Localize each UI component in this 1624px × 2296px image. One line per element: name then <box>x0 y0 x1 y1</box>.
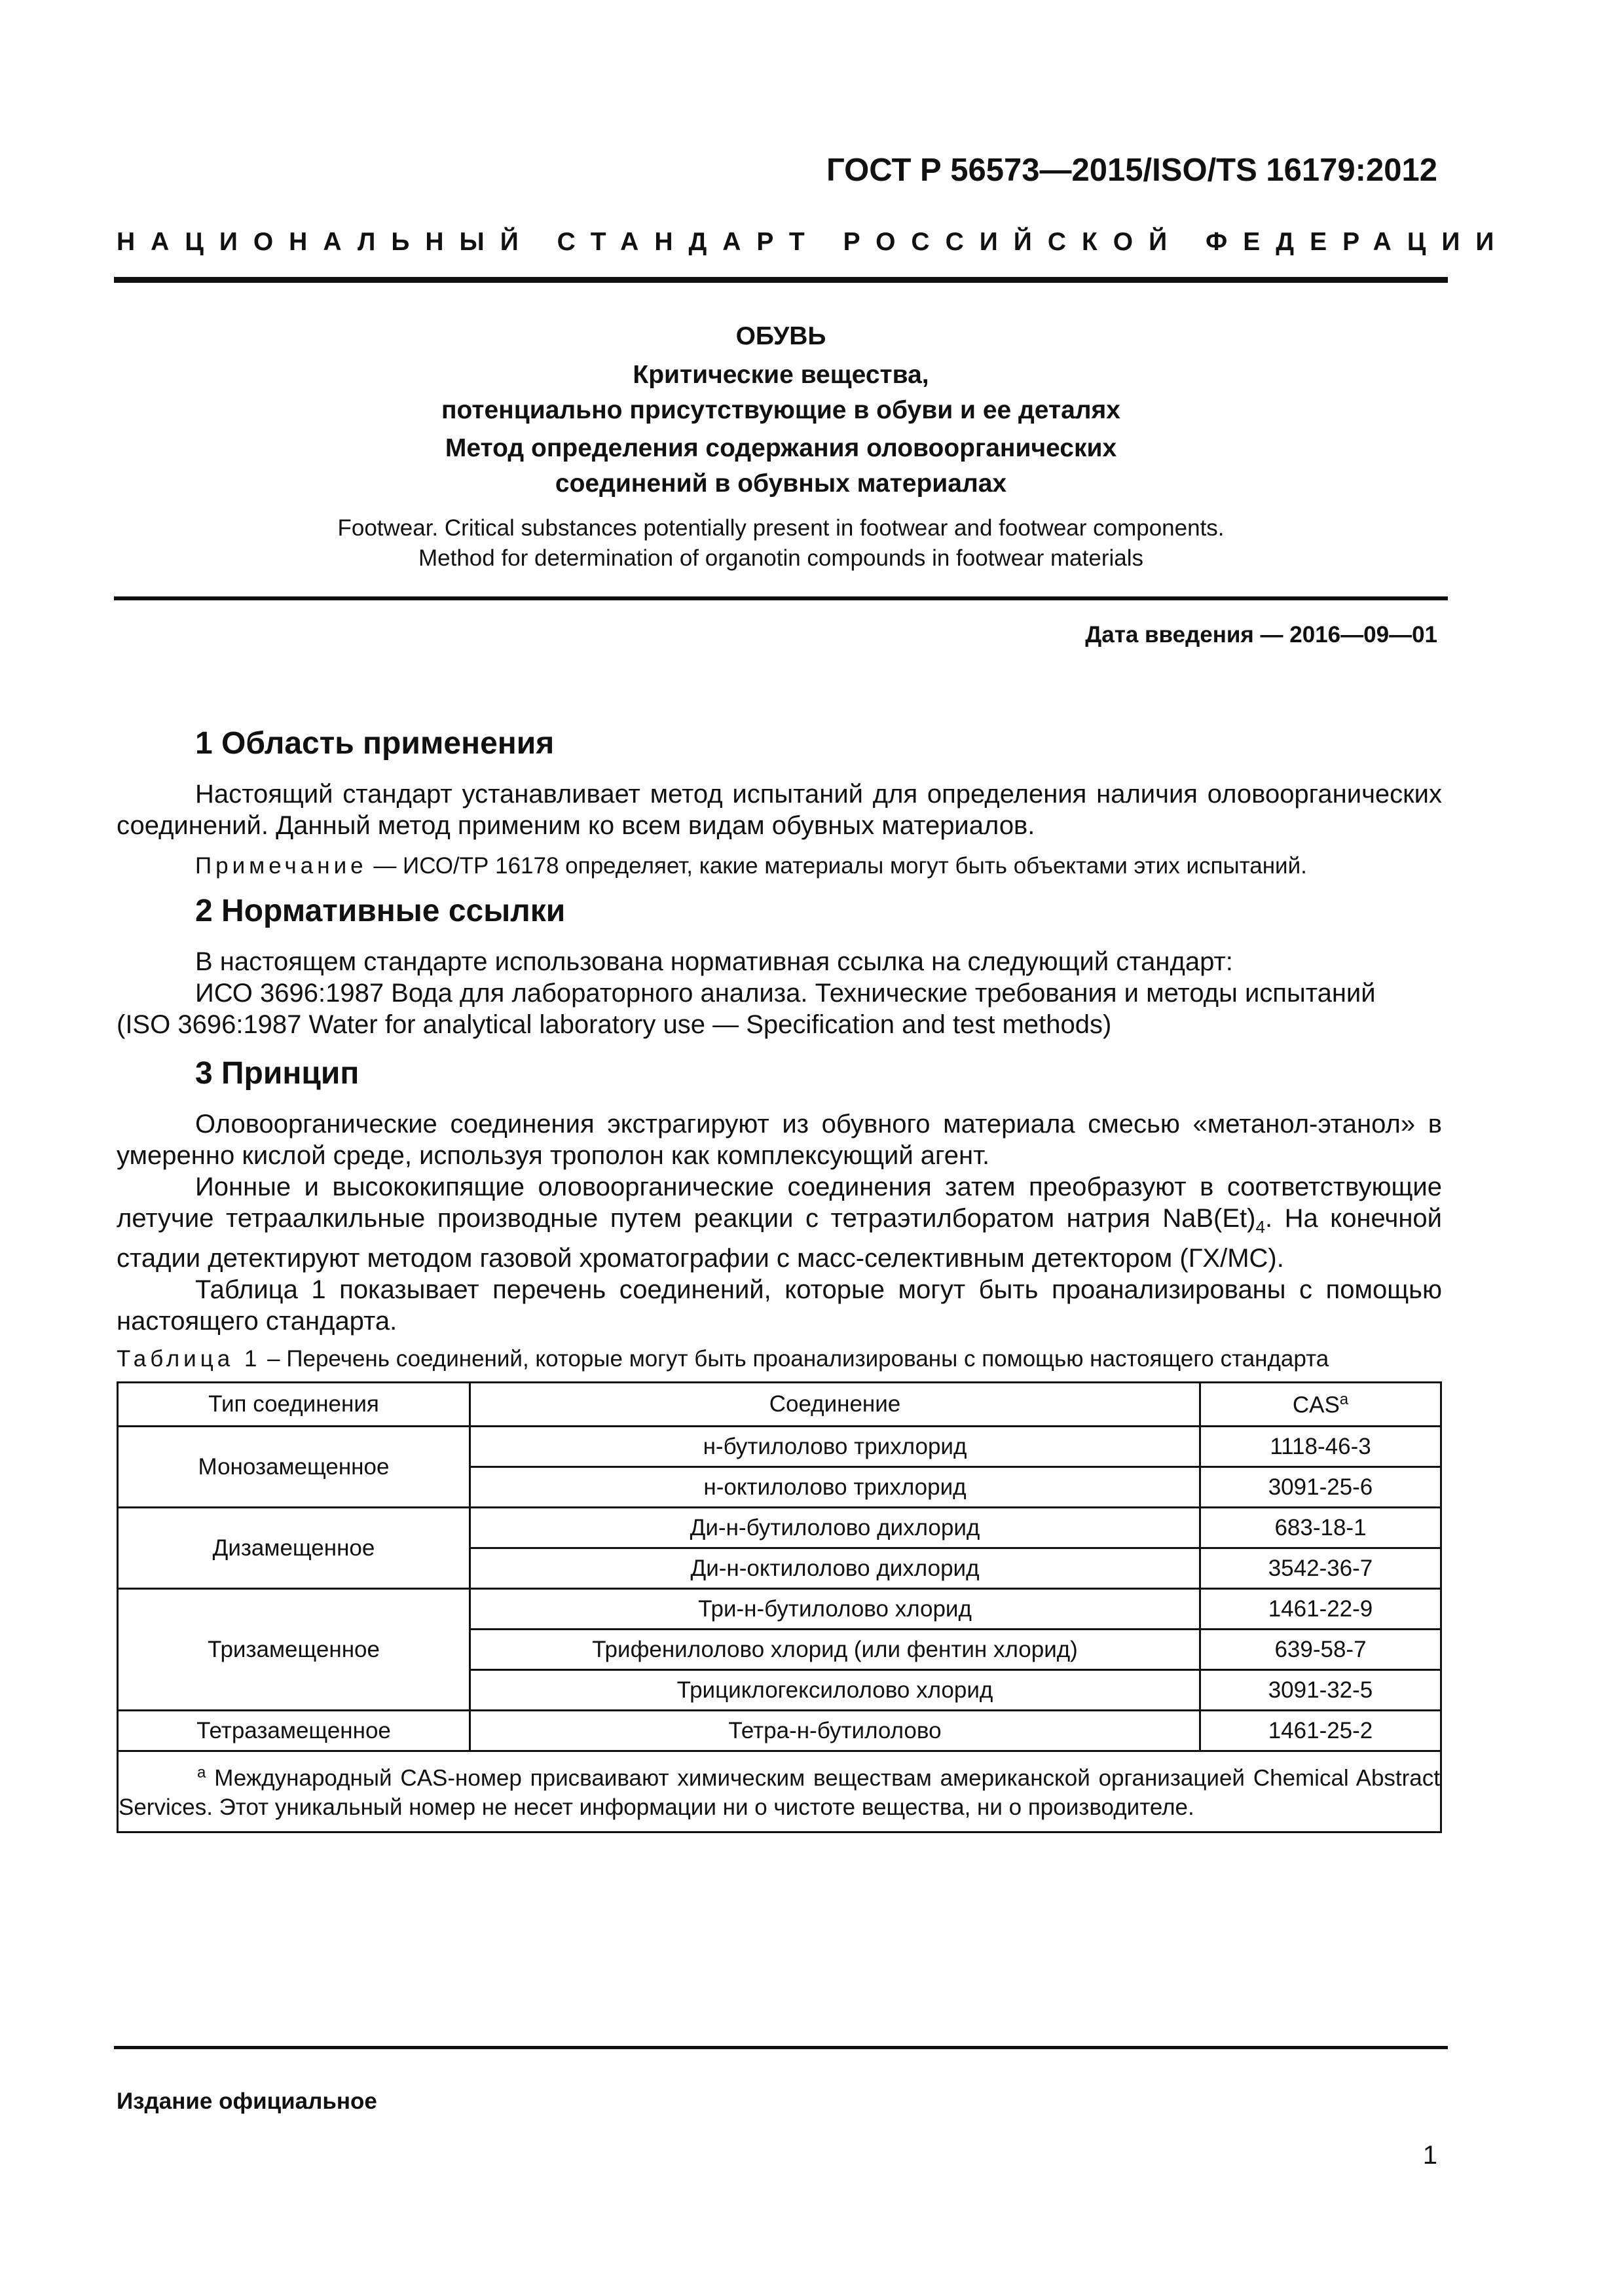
cas-cell: 1118-46-3 <box>1200 1427 1441 1467</box>
introduction-date: Дата введения — 2016—09—01 <box>1085 622 1437 647</box>
table-row <box>118 1508 1441 1548</box>
title-rule <box>114 596 1448 600</box>
title-en-line-1: Footwear. Critical substances potentially present in footwear and footwear components. <box>337 515 1225 541</box>
group-cell: Монозамещенное <box>118 1427 470 1508</box>
header-compound: Соединение <box>470 1383 1200 1427</box>
compound-cell: Трифенилолово хлорид (или фентин хлорид) <box>470 1630 1200 1670</box>
table-footnote <box>118 1751 1441 1832</box>
title-english <box>114 513 1448 574</box>
section-2-text-2: ИСО 3696:1987 Вода для лабораторного анализа. Технические требования и методы испытаний <box>195 979 1376 1008</box>
section-3-paragraph-3: Таблица 1 показывает перечень соединений, которые могут быть проанализированы с помощью настоящего стандарта. <box>117 1275 1442 1336</box>
compound-cell: Трициклогексилолово хлорид <box>470 1670 1200 1711</box>
header-cas-sup: a <box>1339 1390 1349 1408</box>
header-type: Тип соединения <box>118 1383 470 1427</box>
cas-cell: 3091-25-6 <box>1200 1467 1441 1508</box>
note-text: — ИСО/ТР 16178 определяет, какие материалы могут быть объектами этих испытаний. <box>367 853 1307 879</box>
title-en-line-2: Method for determination of organotin compounds in footwear materials <box>418 545 1143 571</box>
p2-after: . На конечной стадии детектируют методом газовой хроматографии с масс-селективным детектором (ГХ/МС). <box>117 1204 1442 1273</box>
title-line-1: Критические вещества, <box>633 361 929 389</box>
header-cas <box>1200 1383 1441 1427</box>
title-main: ОБУВЬ <box>735 322 826 350</box>
table-caption <box>117 1345 1442 1374</box>
table-footnote-row <box>118 1751 1441 1832</box>
group-cell: Тетразамещенное <box>118 1711 470 1751</box>
cas-cell: 3542-36-7 <box>1200 1548 1441 1589</box>
section-2-text-3: (ISO 3696:1987 Water for analytical laboratory use — Specification and test methods) <box>117 1010 1112 1039</box>
section-3-paragraph-2 <box>117 1171 1442 1274</box>
document-body <box>117 723 1442 1833</box>
cas-cell: 1461-25-2 <box>1200 1711 1441 1751</box>
section-1-note <box>117 852 1442 881</box>
title-subtitle-1 <box>114 357 1448 428</box>
title-line-4: соединений в обувных материалах <box>555 469 1007 498</box>
page-number: 1 <box>1422 2141 1437 2170</box>
title-line-3: Метод определения содержания оловоорганических <box>445 434 1117 462</box>
section-2-heading: 2 Нормативные ссылки <box>195 894 566 928</box>
p2-before: Ионные и высококипящие оловоорганические соединения затем преобразуют в соответствующие летучие тетраалкильные производные путем реакции с тетраэтилборатом натрия NaB(Et) <box>117 1173 1442 1233</box>
note-label: Примечание <box>195 853 367 879</box>
section-3-paragraph-1: Оловоорганические соединения экстрагируют из обувного материала смесью «метанол-этанол» в умеренно кислой среде, используя трополон как комплексующий агент. <box>117 1110 1442 1170</box>
section-2-text-1: В настоящем стандарте использована нормативная ссылка на следующий стандарт: <box>195 947 1233 976</box>
cas-cell: 3091-32-5 <box>1200 1670 1441 1711</box>
title-subtitle-2 <box>114 431 1448 501</box>
table-row <box>118 1427 1441 1467</box>
group-cell: Тризамещенное <box>118 1589 470 1711</box>
section-3-heading: 3 Принцип <box>195 1056 360 1091</box>
standard-designation: ГОСТ Р 56573—2015/ISO/TS 16179:2012 <box>826 153 1437 188</box>
compound-cell: н-бутилолово трихлорид <box>470 1427 1200 1467</box>
cas-cell: 683-18-1 <box>1200 1508 1441 1548</box>
p2-subscript: 4 <box>1255 1217 1265 1237</box>
footer-rule <box>114 2046 1448 2049</box>
footnote-body: Международный CAS-номер присваивают химическим веществам американской организацией Chemical Abstract Services. Этот уникальный номер не несет информации ни о чистоте вещества, ни о производителе. <box>119 1765 1440 1820</box>
compound-cell: Ди-н-бутилолово дихлорид <box>470 1508 1200 1548</box>
compound-cell: Три-н-бутилолово хлорид <box>470 1589 1200 1630</box>
compound-cell: Тетра-н-бутилолово <box>470 1711 1200 1751</box>
compound-cell: н-октилолово трихлорид <box>470 1467 1200 1508</box>
title-line-2: потенциально присутствующие в обуви и ее деталях <box>441 396 1120 424</box>
compound-cell: Ди-н-октилолово дихлорид <box>470 1548 1200 1589</box>
table-caption-text: – Перечень соединений, которые могут быть проанализированы с помощью настоящего стандарта <box>261 1346 1329 1372</box>
footnote-text <box>119 1758 1440 1822</box>
table-header-row <box>118 1383 1441 1427</box>
section-1-text: Настоящий стандарт устанавливает метод испытаний для определения наличия оловоорганических соединений. Данный метод применим ко всем видам обувных материалов. <box>117 780 1442 840</box>
edition-label: Издание официальное <box>117 2088 377 2114</box>
table-row <box>118 1589 1441 1630</box>
compounds-table <box>117 1381 1442 1833</box>
table-caption-label: Таблица 1 <box>117 1346 261 1372</box>
header-rule <box>114 277 1448 283</box>
title-block <box>114 318 1448 574</box>
section-1-heading: 1 Область применения <box>195 726 555 761</box>
footnote-mark: a <box>197 1764 206 1781</box>
national-standard-banner: НАЦИОНАЛЬНЫЙ СТАНДАРТ РОССИЙСКОЙ ФЕДЕРАЦИИ <box>117 228 1510 256</box>
cas-cell: 639-58-7 <box>1200 1630 1441 1670</box>
table-row <box>118 1711 1441 1751</box>
group-cell: Дизамещенное <box>118 1508 470 1589</box>
header-cas-label: CAS <box>1292 1392 1340 1418</box>
cas-cell: 1461-22-9 <box>1200 1589 1441 1630</box>
